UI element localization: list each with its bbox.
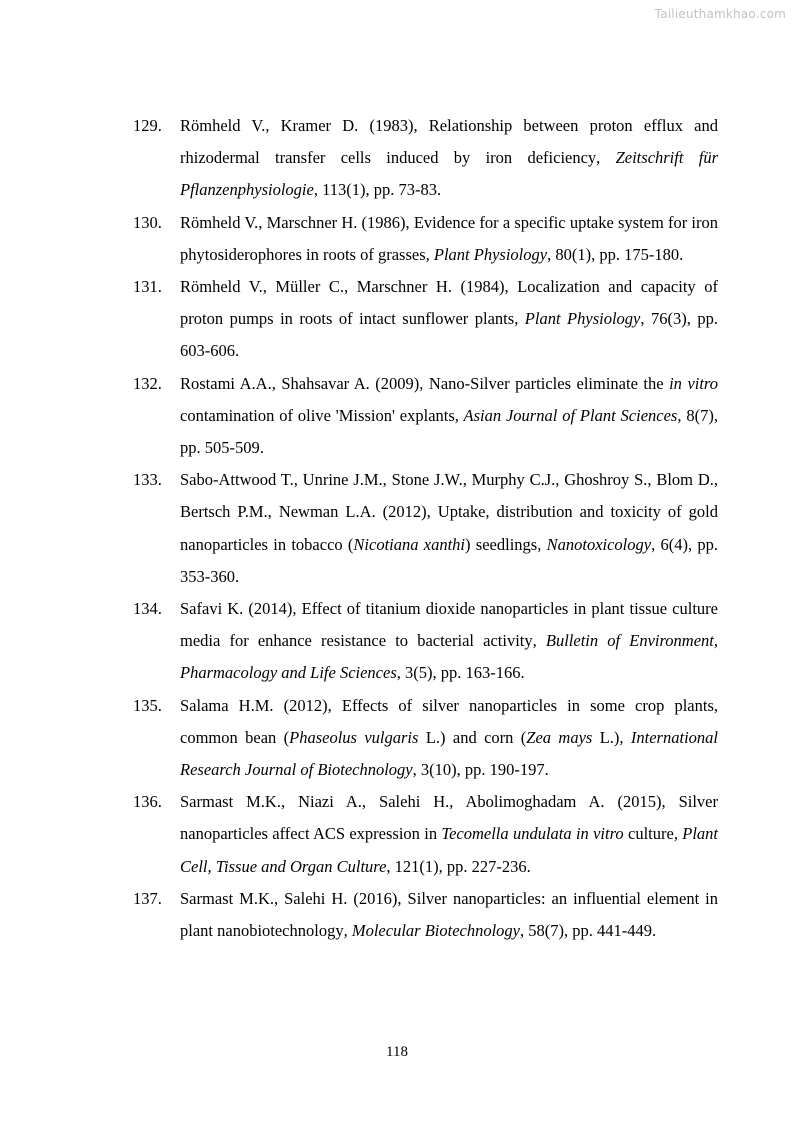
reference-item [133, 110, 718, 207]
reference-italic-text: , Molecular Biotechnology [343, 921, 521, 941]
reference-text: Salama H.M. (2012), Effects of silver nanoparticles in some crop plants, common bean ( [180, 695, 718, 747]
reference-text: Rostami A.A., Shahsavar A. (2009), Nano-Silver particles eliminate the [180, 373, 670, 393]
reference-italic-text: , Asian Journal of Plant Sciences [454, 405, 678, 425]
reference-text: , 76(3), pp. 603-606. [180, 309, 718, 361]
reference-list [133, 110, 718, 947]
reference-text: Römheld V., Kramer D. (1983), Relationship between proton efflux and rhizodermal transfer cells induced by iron deficiency [180, 116, 718, 168]
reference-text: ) seedlings [465, 534, 538, 554]
reference-text: Sabo-Attwood T., Unrine J.M., Stone J.W., Murphy C.J., Ghoshroy S., Blom D., Bertsch P.M., Newman L.A. (2012), Uptake, distribution and toxicity of gold nanoparticles in tobacco ( [180, 470, 718, 554]
reference-item [133, 593, 718, 690]
reference-text: , 58(7), pp. 441-449. [520, 921, 657, 941]
watermark: Tailieuthamkhao.com [654, 7, 786, 21]
reference-number: 136. [133, 792, 162, 812]
reference-italic-text: , Bulletin of Environment, Pharmacology and Life Sciences [180, 631, 718, 683]
reference-item [133, 271, 718, 368]
reference-item [133, 464, 718, 593]
reference-text: , 8(7), pp. 505-509. [180, 405, 718, 458]
reference-text: contamination of olive 'Mission' explants [180, 405, 455, 425]
reference-number: 132. [133, 373, 162, 393]
reference-number: 134. [133, 599, 162, 619]
reference-item [133, 207, 718, 271]
reference-italic-text: Zea mays [526, 727, 593, 747]
reference-number: 130. [133, 212, 162, 232]
reference-number: 131. [133, 277, 162, 297]
reference-text: Römheld V., Marschner H. (1986), Evidence for a specific uptake system for iron phytosiderophores in roots of grasses [180, 212, 718, 264]
reference-text: Safavi K. (2014), Effect of titanium dioxide nanoparticles in plant tissue culture media for enhance resistance to bacterial activity [180, 599, 718, 651]
reference-item [133, 690, 718, 787]
reference-text: Römheld V., Müller C., Marschner H. (1984), Localization and capacity of proton pumps in roots of intact sunflower plants [180, 277, 718, 329]
page-number: 118 [386, 1044, 408, 1060]
reference-number: 133. [133, 470, 162, 490]
reference-item [133, 786, 718, 883]
reference-text: , 3(10), pp. 190-197. [412, 760, 549, 780]
reference-text: , 3(5), pp. 163-166. [396, 663, 525, 683]
reference-number: 137. [133, 888, 162, 908]
reference-italic-text: , Plant Cell, Tissue and Organ Culture [180, 824, 719, 876]
reference-italic-text: , Zeitschrift für Pflanzenphysiologie [180, 148, 718, 200]
reference-item [133, 368, 718, 465]
reference-text: L.) and corn ( [418, 727, 527, 747]
reference-italic-text: , Nanotoxicology [537, 534, 652, 554]
reference-text: Sarmast M.K., Salehi H. (2016), Silver nanoparticles: an influential element in plant nanobiotechnology [180, 888, 718, 941]
reference-text: , 113(1), pp. 73-83. [313, 180, 442, 200]
reference-text: Sarmast M.K., Niazi A., Salehi H., Abolimoghadam A. (2015), Silver nanoparticles affect ACS expression in [180, 792, 718, 844]
reference-italic-text: Phaseolus vulgaris [289, 727, 419, 747]
reference-item [133, 883, 718, 947]
reference-text: , 80(1), pp. 175-180. [547, 244, 684, 264]
reference-number: 129. [133, 116, 162, 135]
reference-italic-text: Tecomella undulata in vitro [441, 824, 624, 844]
reference-number: 135. [133, 695, 162, 715]
reference-italic-text: , Plant Physiology [514, 309, 641, 329]
reference-text: , 6(4), pp. 353-360. [180, 534, 719, 586]
reference-text: , 121(1), pp. 227-236. [386, 856, 531, 876]
reference-italic-text: , Plant Physiology [425, 244, 548, 264]
reference-text: culture [623, 824, 674, 844]
reference-italic-text: , International Research Journal of Biotechnology [180, 727, 718, 780]
reference-italic-text: Nicotiana xanthi [353, 534, 466, 554]
reference-italic-text: in vitro [669, 373, 718, 393]
reference-text: L.) [592, 727, 620, 747]
